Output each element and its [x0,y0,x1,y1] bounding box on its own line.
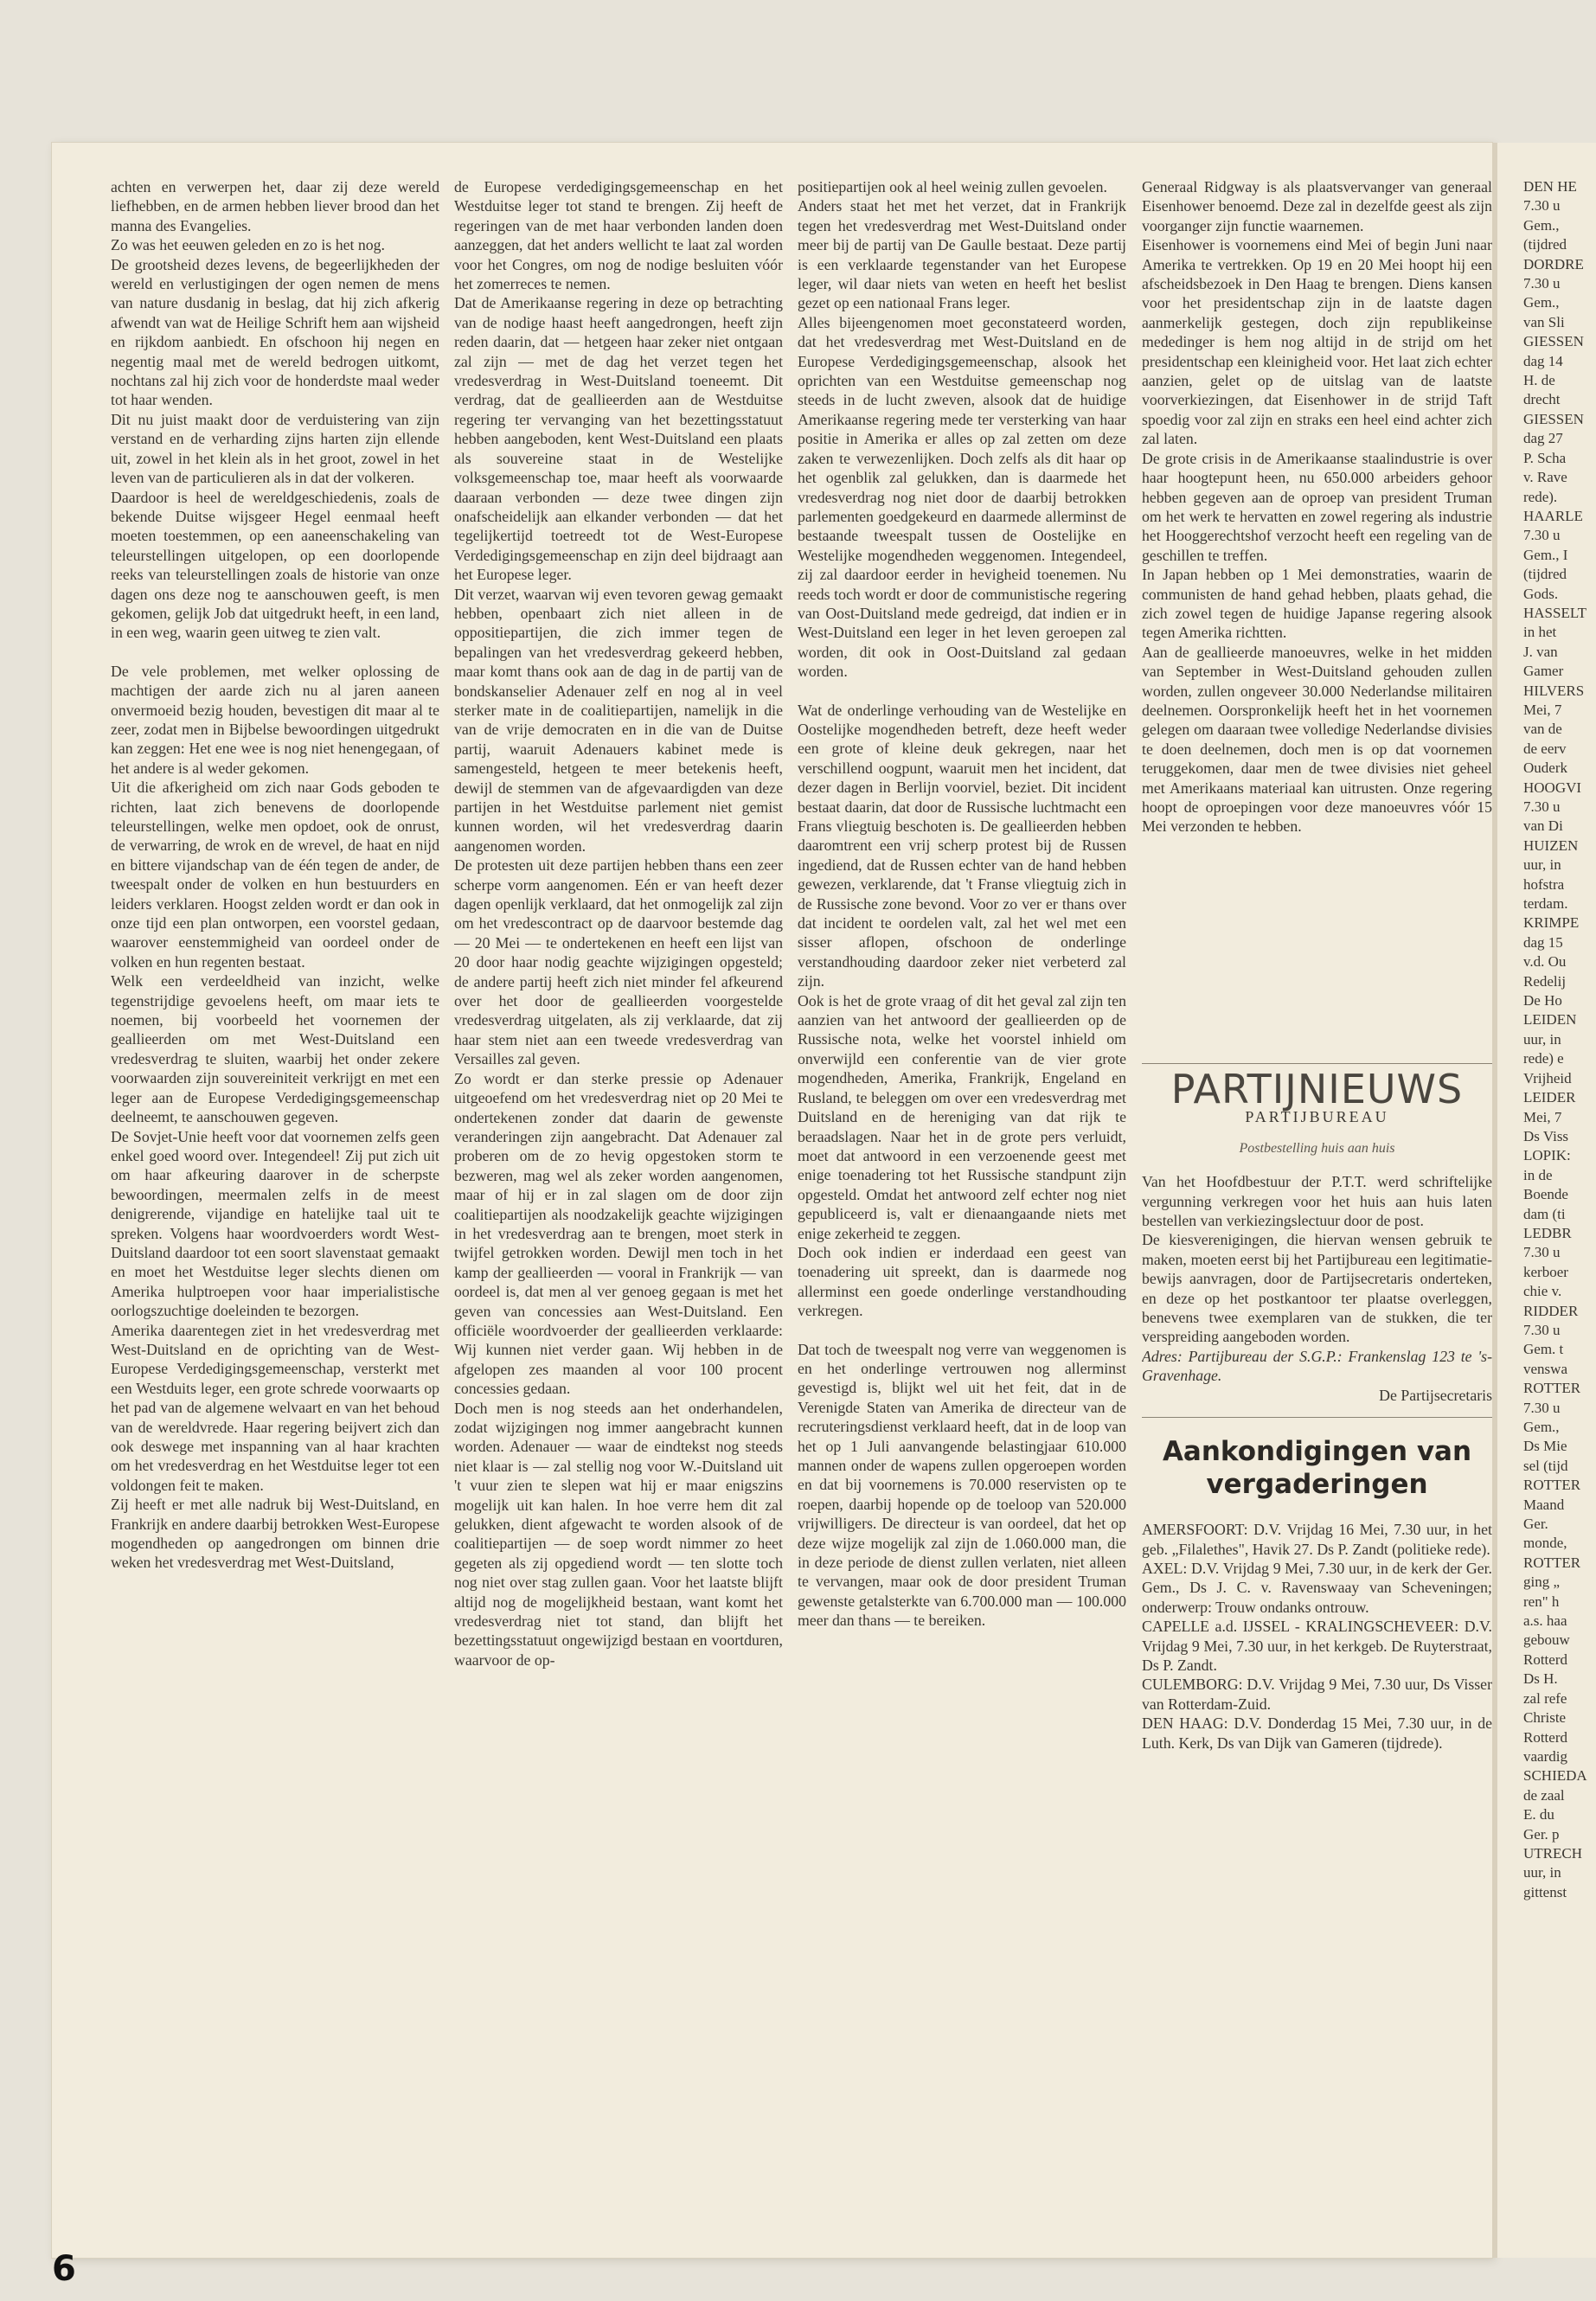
strip-line: (tijdred [1523,566,1567,583]
strip-line: De Ho [1523,992,1562,1009]
strip-line: de eerv [1523,740,1567,757]
paragraph: Welk een verdeeldheid van inzicht, welke tegenstrijdige gevoelens heeft, om maar iets te noemen, bij voorbeeld het voornemen der geallieerden om met West-Duitsland een vredesverdrag te sluiten, waarbij het onder zekere voorwaarden zijn souvereiniteit verkrijgt en met een leger aan de Europese Verdedigingsgemeenschap deelneemt, te aanschouwen gegeven. [111,972,439,1126]
partijnieuws-signature: De Partijsecretaris [1379,1386,1492,1404]
strip-line: zal refe [1523,1689,1567,1707]
strip-line: LEIDER [1523,1089,1576,1106]
paragraph: De grote crisis in de Amerikaanse staalindustrie is over haar hoogtepunt heen, nu 650.000 arbeiders gehoor hebben gegeven aan de oproep van president Truman om het werk te hervatten en zowel regering als industrie het Hooggerechtshof verzocht heeft een regeling van de geschillen te treffen. [1142,449,1492,564]
strip-line: venswa [1523,1360,1567,1377]
strip-line: Boende [1523,1186,1568,1203]
strip-line: GIESSEN [1523,410,1584,427]
meeting-item: CULEMBORG: D.V. Vrijdag 9 Mei, 7.30 uur, Ds Visser van Rotterdam-Zuid. [1142,1676,1492,1713]
strip-line: ROTTER [1523,1380,1581,1397]
paragraph: De grootsheid dezes levens, de begeerlijkheden der wereld en verlustigingen der ogen nemen de mens van nature dusdanig in beslag, dat hij zich afkerig afwendt van wat de Heilige Schrift hem aan wijsheid en rijkdom aanbiedt. En ofschoon hij negen en negentig maal met de wereld bedrogen uitkomt, nochtans zal hij zich voor de honderdste maal weder tot haar wenden. [111,255,439,409]
strip-line: ROTTER [1523,1477,1581,1494]
paragraph: achten en verwerpen het, daar zij deze wereld liefhebben, en de armen hebben liever brood dan het manna des Evangelies. [111,178,439,234]
strip-line: 7.30 u [1523,1244,1561,1261]
paragraph: positiepartijen ook al heel weinig zullen gevoelen. [798,178,1107,195]
paragraph: De Sovjet-Unie heeft voor dat voornemen zelfs geen enkel goed woord over. Integendeel! Zij put zich uit om haar afkeuring daarover in de scherpste bewoordingen, meermalen zelfs in de meest denigrerende, vijandige en hatelijke taal uit te spreken. Volgens haar woordvoerders wordt West-Duitsland daardoor tot een soort slavenstaat gemaakt en moet het Westduitse leger slechts dienen om Amerika hulptroepen voor haar imperialistische oorlogszuchtige doeleinden te bezorgen. [111,1127,439,1320]
paragraph: Eisenhower is voornemens eind Mei of begin Juni naar Amerika te vertrekken. Op 19 en 20 Mei hoopt hij een afscheidsbezoek in Den Haag te brengen. Diens kansen voor het presidentschap zijn in de laatste dagen aanmerkelijk gestegen, doch zijn republikeinse mededinger is hem nog altijd in de strijd om het presidentschap een kleinigheid voor. Het laat zich echter aanzien, gelet op de uitslag van de laatste voorverkiezingen, dat Eisenhower in de strijd Taft spoedig voor zal zijn en straks een heel eind achter zich zal laten. [1142,236,1492,448]
aankondigingen-heading: Aankondigingen van vergaderingen [1162,1436,1472,1501]
adjacent-page-text [1523,177,1596,1902]
partijnieuws-masthead: PARTIJNIEUWS [1170,1066,1464,1112]
strip-line: Ger. p [1523,1825,1560,1843]
strip-line: chie v. [1523,1283,1562,1300]
strip-line: Gamer [1523,663,1564,680]
strip-line: kerboer [1523,1263,1568,1280]
strip-line: vaardig [1523,1747,1567,1765]
divider [1142,1417,1492,1418]
paragraph: Doch ook indien er inderdaad een geest van toenadering uit spreekt, dan is daarmede nog allerminst een goede onderlinge verstandhouding verkregen. [798,1243,1126,1320]
strip-line: SCHIEDA [1523,1767,1587,1785]
newspaper-page [52,143,1492,2258]
strip-line: dam (ti [1523,1205,1566,1222]
strip-line: uur, in [1523,1864,1561,1881]
strip-line: Mei, 7 [1523,1108,1562,1125]
strip-line: rede) e [1523,1050,1564,1067]
strip-line: (tijdred [1523,236,1567,253]
strip-line: van Sli [1523,313,1565,330]
strip-line: Gods. [1523,585,1559,602]
paragraph: Generaal Ridgway is als plaatsvervanger van generaal Eisenhower benoemd. Deze zal in dezelfde geest als zijn voorganger zijn functie waarnemen. [1142,178,1492,234]
strip-line: 7.30 u [1523,275,1561,292]
partijbureau-heading: PARTIJBUREAU [1245,1108,1389,1126]
paragraph: Daardoor is heel de wereldgeschiedenis, zoals de bekende Duitse wijsgeer Hegel eenmaal heeft moeten toestemmen, op een aaneenschakeling van teleurstellingen uitgelopen, op een doorlopende reeks van teleurstellingen zoals de historie van onze dagen ons deze nog te aanschouwen geeft, is men gekomen, gelijk Job dat uitgedrukt heeft, in een land, in een weg, waarin geen uitweg te zien valt. [111,488,439,642]
meeting-item: AXEL: D.V. Vrijdag 9 Mei, 7.30 uur, in de kerk der Ger. Gem., Ds J. C. v. Ravenswaay van Scheveningen; onderwerp: Trouw ondanks ontrouw. [1142,1559,1492,1616]
strip-line: terdam. [1523,895,1568,913]
paragraph: Doch men is nog steeds aan het onderhandelen, zodat wijzigingen nog immer aangebracht kunnen worden. Adenauer — waar de eindtekst nog steeds niet klaar is — zal stellig nog voor W.-Duitsland uit 't vuur zien te slepen wat hij er maar enigszins mogelijk uit kan halen. In hoe verre hem dit zal gelukken, dient afgewacht te worden alsook of de coalitiepartijen — de soep wordt nimmer zo heet gegeten als zij opgediend wordt — ten slotte toch nog niet over stag zullen gaan. Voor het laatste blijft altijd nog de mogelijkheid bestaan, want komt het vredesverdrag niet tot stand, dan blijft het bezettingsstatuut ongewijzigd bestaan en voortduren, waarvoor de op- [454,1399,783,1669]
strip-line: Ger. [1523,1516,1548,1533]
paragraph: Aan de geallieerde manoeuvres, welke in het midden van September in West-Duitsland gehouden zullen worden, zullen ongeveer 30.000 Nederlandse militairen deelnemen. Oorspronkelijk heeft het in het voornemen gelegen om daaraan twee volledige Nederlandse divisies te doen deelnemen, doch men is op dat voornemen teruggekomen, daar men de twee divisies niet geheel met Amerikaans materiaal kan uitrusten. Onze regering hoopt de oproepingen voor deze manoeuvres vóór 15 Mei verzonden te hebben. [1142,643,1492,836]
strip-line: HOOGVI [1523,779,1582,796]
strip-line: RIDDER [1523,1302,1579,1319]
strip-line: Gem., [1523,294,1560,311]
column-4-articles [1142,177,1492,1051]
strip-line: J. van [1523,643,1558,660]
postbestelling-subhead: Postbestelling huis aan huis [1239,1140,1395,1156]
strip-line: a.s. haa [1523,1612,1567,1630]
strip-line: sel (tijd [1523,1457,1568,1474]
column-1 [111,177,439,2245]
strip-line: E. du [1523,1806,1554,1823]
meeting-item: CAPELLE a.d. IJSSEL - KRALINGSCHEVEER: D.V. Vrijdag 9 Mei, 7.30 uur, in het kerkgeb. De Ruyterstraat, Ds P. Zandt. [1142,1618,1492,1674]
page-number: 6 [52,2249,76,2289]
strip-line: DORDRE [1523,255,1584,272]
strip-line: Ds Viss [1523,1127,1569,1144]
strip-line: drecht [1523,391,1561,408]
paragraph: Wat de onderlinge verhouding van de Westelijke en Oostelijke mogendheden betreft, deze heeft weder een grote of kleine deuk gekregen, naar het verschillend oogpunt, waaruit men het incident, dat dezer dagen in Berlijn voorviel, beziet. Dit incident bestaat daarin, dat door de Russische luchtmacht een Frans vliegtuig beschoten is. De geallieerden hebben daaromtrent een vrij scherp protest bij de Russen ingediend, dat de Russen echter van de hand hebben gewezen, verklarende, dat 't Franse vliegtuig zich in de Russische zone bevond. Voor zo ver er thans over dat incident te oordelen valt, zal het wel met een sisser aflopen, ofschoon de onderlinge verstandhouding daardoor zeker niet verbeterd zal zijn. [798,701,1126,990]
strip-line: Vrijheid [1523,1069,1572,1086]
partijnieuws-body-2: De kiesverenigingen, die hiervan wensen gebruik te maken, moeten eerst bij het Partijbureau een legitimatie-bewijs aanvragen, door de Partijsecretaris onderteken, en deze op het postkantoor ter plaatse overleggen, benevens twee exemplaren van de stukken, die ter verspreiding aangeboden worden. [1142,1231,1492,1346]
column-4 [1142,177,1492,2245]
partijnieuws-body: Van het Hoofdbestuur der P.T.T. werd schriftelijke vergunning verkregen voor het huis aan huis laten bestellen van verkiezingslectuur door de post. [1142,1173,1492,1230]
paragraph: Alles bijeengenomen moet geconstateerd worden, dat het vredesverdrag met West-Duitsland en de Europese Verdedigingsgemeenschap, alsook het oprichten van een Westduitse gemeenschap nog steeds in de lucht zweven, alsook dat de huidige Amerikaanse regering mede ter versterking van haar positie in Amerika er alles op zal zetten om deze zaken te verwezenlijken. Doch zelfs als dit haar op het ogenblik zal gelukken, dan is daarmede het vredesverdrag nog niet door de daarbij betrokken parlementen goedgekeurd en daarmede allerminst de bestaande tweespalt tussen de Oostelijke en Westelijke mogendheden weggenomen. Integendeel, zij zal daardoor eerder in hevigheid toenemen. Nu reeds toch wordt er door de communistische regering van Oost-Duitsland mede gedreigd, dat indien er in West-Duitsland een leger in het leven geroepen zal worden, dit ook in Oost-Duitsland zal gedaan worden. [798,313,1126,681]
strip-line: 7.30 u [1523,197,1561,215]
paragraph: Dat toch de tweespalt nog verre van weggenomen is en het onderlinge vertrouwen nog allerminst gevestigd is, blijkt wel uit het feit, dat in de Verenigde Staten van Amerika de directeur van de recruteringsdienst verklaard heeft, dat in de loop van het op 1 Juli aanvangende belastingjaar 610.000 mannen onder de wapens zullen opgeroepen worden en dat bij voornemens is 70.000 reservisten op te roepen, daarbij hopende op de toeloop van 520.000 vrijwilligers. De directeur is van oordeel, dat het op deze wijze mogelijk zal zijn de 1.060.000 man, die in deze periode de dienst zullen verlaten, niet alleen te vervangen, maar ook de door president Truman gewenste getalsterkte van 6.700.000 man — 100.000 meer dan thans — te bereiken. [798,1340,1126,1630]
strip-line: 7.30 u [1523,527,1561,544]
strip-line: dag 27 [1523,430,1563,447]
meeting-item: DEN HAAG: D.V. Donderdag 15 Mei, 7.30 uur, in de Luth. Kerk, Ds van Dijk van Gameren (tijdrede). [1142,1715,1492,1752]
strip-line: 7.30 u [1523,1399,1561,1416]
paragraph: Dit verzet, waarvan wij even tevoren gewag gemaakt hebben, openbaart zich niet alleen in de oppositiepartijen, die zich immer tegen de bepalingen van het vredesverdrag gekeerd hebben, maar komt thans ook aan de dag in de partij van de bondskanselier Adenauer zelf en nog al in veel sterker mate in de coalitiepartijen, namelijk in die van de vrije democraten en in die van de Duitse partij, waaruit Adenauers kabinet mede is samengesteld, hetgeen te meer betekenis heeft, dewijl de stemmen van de afgevaardigden van deze partijen in het Westduitse parlement niet gemist kunnen worden, wil het vredesverdrag daarin aangenomen worden. [454,585,783,855]
strip-line: ren" h [1523,1593,1560,1610]
strip-line: HUIZEN [1523,836,1579,854]
strip-line: Mei, 7 [1523,701,1562,718]
strip-line: in de [1523,1166,1553,1183]
column-2 [454,177,783,2245]
partijnieuws-address: Adres: Partijbureau der S.G.P.: Frankenslag 123 te 's-Gravenhage. [1142,1347,1492,1385]
paragraph: Dit nu juist maakt door de verduistering van zijn verstand en de verharding zijns harten zijn ellende uit, zowel in het klein als in het groot, zowel in het leven van de particulieren als in dat der volkeren. [111,410,439,487]
strip-line: uur, in [1523,856,1561,874]
paragraph: De vele problemen, met welker oplossing de machtigen der aarde zich nu al jaren aaneen onvermoeid bezig houden, bevestigen dit maar al te zeer, zodat men in Bijbelse bewoordingen uitgedrukt kan zeggen: Het ene wee is nog niet henengegaan, of het andere is al weder gekomen. [111,662,439,777]
strip-line: v. Rave [1523,469,1567,486]
strip-line: gebouw [1523,1631,1570,1649]
strip-line: hofstra [1523,875,1565,893]
strip-line: DEN HE [1523,178,1577,195]
strip-line: Maand [1523,1496,1565,1513]
strip-line: Ds H. [1523,1670,1558,1688]
meeting-item: AMERSFOORT: D.V. Vrijdag 16 Mei, 7.30 uur, in het geb. „Filalethes", Havik 27. Ds P. Zandt (politieke rede). [1142,1521,1492,1558]
strip-line: HASSELT [1523,604,1587,621]
strip-line: van de [1523,721,1562,738]
strip-line: 7.30 u [1523,1321,1561,1338]
strip-line: KRIMPE [1523,914,1580,932]
strip-line: uur, in [1523,1030,1561,1048]
strip-line: ROTTER [1523,1554,1581,1571]
meetings-list [1142,1520,1492,1753]
strip-line: gittenst [1523,1883,1567,1900]
strip-line: Rotterd [1523,1728,1567,1746]
strip-line: dag 14 [1523,352,1563,369]
strip-line: Rotterd [1523,1650,1567,1668]
paragraph: de Europese verdedigingsgemeenschap en het Westduitse leger tot stand te brengen. Zij heeft de regeringen van de met haar verbonden landen doen aanzeggen, dat het anders wellicht te laat zal worden voor het Congres, om nog de nodige besluiten vóór het zomerreces te nemen. [454,178,783,293]
strip-line: ging „ [1523,1574,1561,1591]
paragraph: Anders staat het met het verzet, dat in Frankrijk tegen het vredesverdrag met West-Duitsland onder meer bij de partij van De Gaulle bestaat. Deze partij is een verklaarde tegenstander van het Europese leger, wil daar niets van weten en heeft het beslist gezet op een nationaal Frans leger. [798,197,1126,312]
strip-line: 7.30 u [1523,798,1561,815]
strip-line: GIESSEN [1523,333,1584,350]
strip-line: de zaal [1523,1786,1565,1804]
strip-line: UTRECH [1523,1844,1582,1862]
paragraph: Uit die afkerigheid om zich naar Gods geboden te richten, laat zich benevens de doorlopende teleurstellingen, welke men opdoet, ook de onrust, de verwarring, de wrok en de wrevel, de haat en nijd en bittere vijandschap van de één tegen de ander, de tweespalt onder de volken en hun bestuurders en leiders verklaren. Hoogst zelden wordt er dan ook in onze tijd een plan ontworpen, een voorstel gedaan, waarover eenstemmigheid van oordeel onder de volken en hun regenten bestaat. [111,779,439,971]
strip-line: Gem., I [1523,546,1568,563]
strip-line: HAARLE [1523,507,1583,524]
strip-line: Ouderk [1523,760,1567,777]
paragraph: In Japan hebben op 1 Mei demonstraties, waarin de communisten de hand gehad hebben, plaats gehad, die zich zowel tegen de huidige Japanse regering alsook tegen Amerika richtten. [1142,566,1492,642]
strip-line: Christe [1523,1709,1567,1727]
strip-line: in het [1523,624,1557,641]
column-3 [798,177,1126,2245]
strip-line: H. de [1523,372,1555,389]
strip-line: Gem. t [1523,1341,1564,1358]
strip-line: Ds Mie [1523,1438,1567,1455]
strip-line: monde, [1523,1535,1567,1552]
paragraph: De protesten uit deze partijen hebben thans een zeer scherpe vorm aangenomen. Eén er van heeft dezer dagen openlijk verklaard, dat het onmogelijk zal zijn om het vredescontract op de daarvoor bestemde dag — 20 Mei — te ondertekenen en heeft een lijst van 20 door haar nodig geachte wijzigingen opgesteld; de andere partij heeft zich niet minder fel afkeurend over het door de geallieerden voorgestelde vredesverdrag uitgelaten, als zij verklaarde, dat zij haar stem niet aan een tweede vredesverdrag van Versailles zal geven. [454,856,783,1068]
strip-line: LEIDEN [1523,1011,1577,1029]
paragraph: Dat de Amerikaanse regering in deze op betrachting van de nodige haast heeft aangedrongen, heeft zijn reden daarin, dat — hetgeen haar zeker niet ontgaan zal zijn — met de dag het verzet tegen het vredesverdrag in West-Duitsland toeneemt. Dit verdrag, dat de geallieerden aan de Westduitse regering ter vervanging van het bezettingsstatuut hebben aangeboden, kent West-Duitsland een plaats als souvereine staat in de Westelijke volksgemeenschap toe, maar heeft als voorwaarde daaraan verbonden — deze twee dingen zijn onafscheidelijk aan elkander verbonden — dat het tegelijkertijd toetreedt tot de West-Europese Verdedigingsgemeenschap en zijn deel bijdraagt aan het Europese leger. [454,294,783,584]
divider [1142,1063,1492,1064]
strip-line: v.d. Ou [1523,953,1567,971]
strip-line: Gem., [1523,216,1560,234]
strip-line: van Di [1523,817,1563,835]
paragraph: Zij heeft er met alle nadruk bij West-Duitsland, en Frankrijk en andere daarbij betrokken West-Europese mogendheden op aangedrongen om binnen drie weken het vredesverdrag met West-Duitsland, [111,1496,439,1572]
strip-line: P. Scha [1523,449,1567,466]
strip-line: LOPIK: [1523,1147,1571,1164]
paragraph: Ook is het de grote vraag of dit het geval zal zijn ten aanzien van het antwoord der geallieerden op de Russische nota, welke het voorstel inhield om onverwijld een conferentie van de vier grote mogendheden, Amerika, Frankrijk, Engeland en Rusland, te beleggen om over een vredesverdrag met Duitsland en de hereniging van dat rijk te beraadslagen. Naar het in de grote pers verluidt, moet dat antwoord in een verzoenende geest met enige toenadering tot het Russische standpunt zijn opgesteld. Omdat het antwoord zelf echter nog niet gepubliceerd is, valt er dienaangaande niets met enige zekerheid te zeggen. [798,991,1126,1242]
strip-line: Redelij [1523,972,1567,990]
strip-line: Gem., [1523,1419,1560,1435]
strip-line: dag 15 [1523,933,1563,951]
adjacent-page-strip [1492,143,1596,2258]
paragraph: Zo wordt er dan sterke pressie op Adenauer uitgeoefend om het vredesverdrag niet op 20 Mei te ondertekenen zonder dat daarin de gewenste veranderingen zijn aangebracht. Dat Adenauer zal proberen om de zo hevig opgestoken storm te bezweren, mag wel als zeker worden aangenomen, maar of hij er in zal slagen om de door zijn coalitiepartijen als noodzakelijk geachte wijzigingen in het vredesverdrag aan te brengen, moet sterk in twijfel getrokken worden. Dewijl men toch in het kamp der geallieerden — vooral in Frankrijk — van oordeel is, dat men al ver genoeg gegaan is met het geven van concessies aan West-Duitsland. Een officiële woordvoerder der geallieerden verklaarde: Wij kunnen niet verder gaan. Wij hebben in de afgelopen zes maanden al voor 100 procent concessies gedaan. [454,1069,783,1398]
strip-line: HILVERS [1523,682,1585,699]
paragraph: Zo was het eeuwen geleden en zo is het nog. [111,236,385,254]
strip-line: LEDBR [1523,1224,1572,1241]
strip-line: rede). [1523,488,1558,505]
paragraph: Amerika daarentegen ziet in het vredesverdrag met West-Duitsland en de oprichting van de West-Europese Verdedigingsgemeenschap, versterkt met een Westduits leger, een grote schrede voorwaarts op het pad van de algemene welvaart en van het behoud van de wereldvrede. Haar regering beijvert zich dan ook deswege met inspanning van al haar krachten om het vredesverdrag en het Westduitse leger tot een voldongen feit te maken. [111,1321,439,1494]
